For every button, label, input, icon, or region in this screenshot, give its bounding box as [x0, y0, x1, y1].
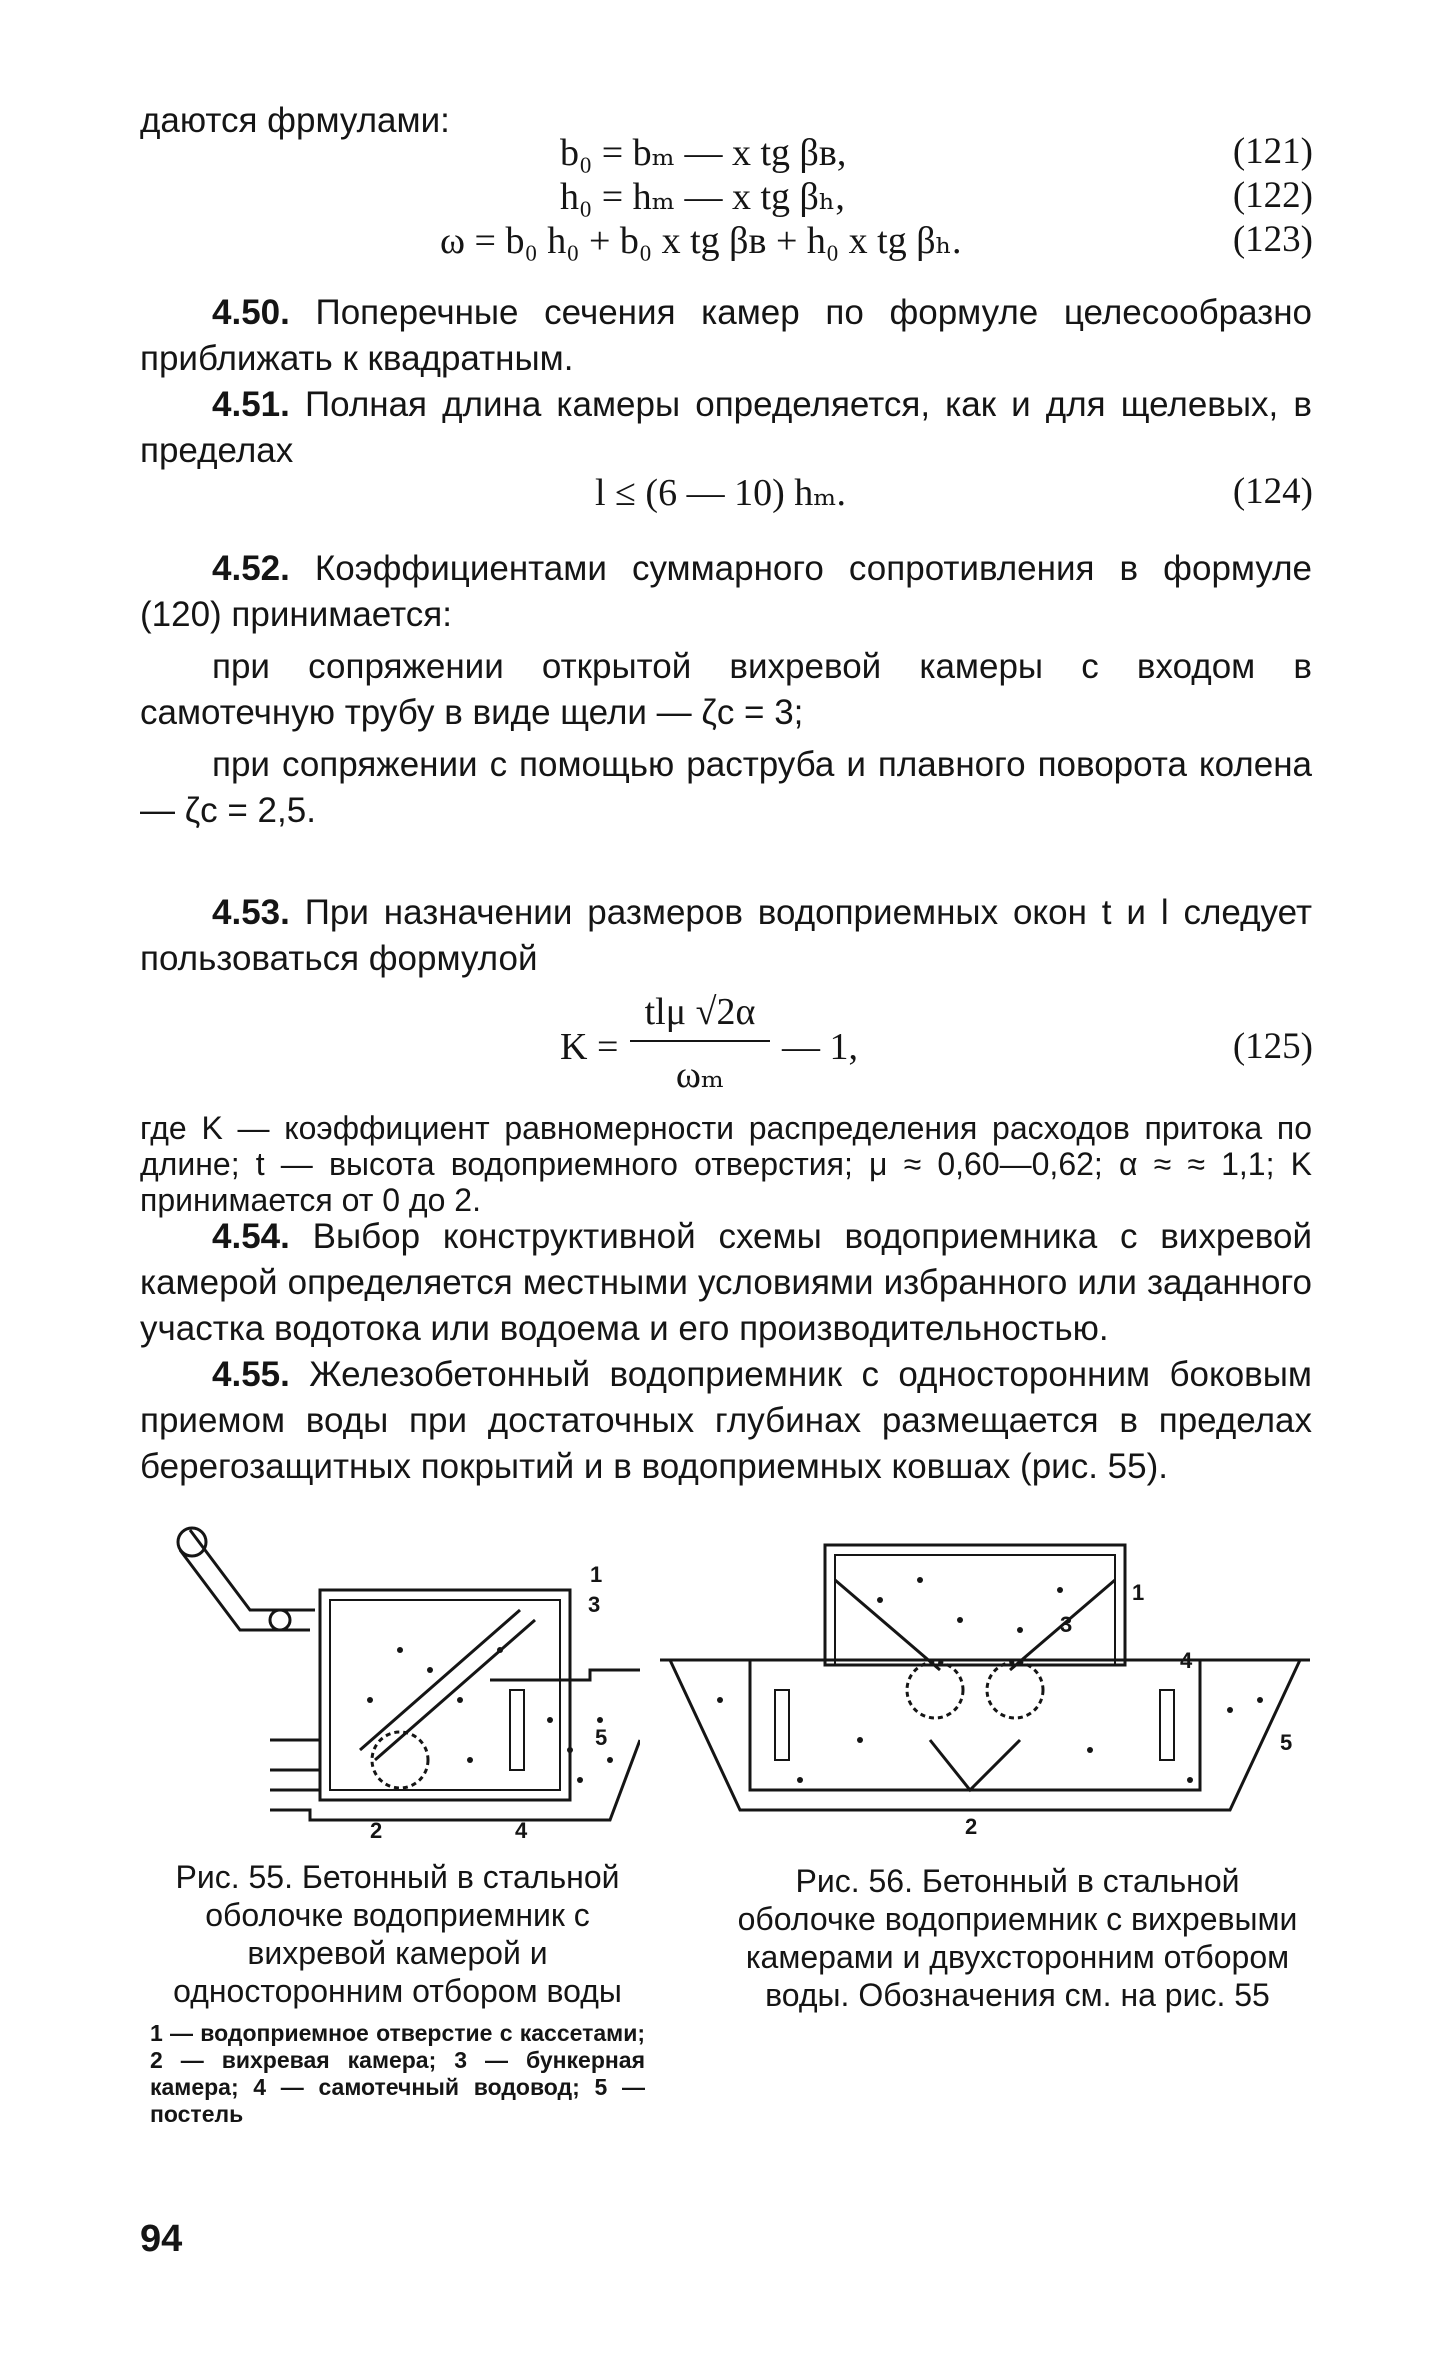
formula-explanation — [140, 1110, 1312, 1218]
figure-56-drawing — [660, 1540, 1310, 1840]
formula-125-number: (125) — [1232, 1026, 1313, 1067]
paragraph-4-55 — [140, 1352, 1312, 1490]
formula-125-denominator: ωₘ — [675, 1054, 725, 1096]
formula-125-lhs: K = — [560, 1026, 619, 1068]
formula-125-tail: — 1, — [782, 1026, 858, 1068]
paragraph-number: 4.55. — [212, 1355, 290, 1394]
paragraph-text: При назначении размеров водоприемных окон t и l следует пользоваться формулой — [140, 893, 1312, 978]
paragraph-subitem-b: при сопряжении с помощью раструба и плавного поворота колена — ζс = 2,5. — [140, 745, 1312, 830]
formula-123: ω = b₀ h₀ + b₀ x tg βв + h₀ x tg βₕ. — [440, 220, 962, 262]
paragraph-4-53 — [140, 890, 1312, 982]
paragraph-number: 4.51. — [212, 385, 290, 424]
paragraph-text: Поперечные сечения камер по формуле целесообразно приближать к квадратным. — [140, 293, 1312, 378]
paragraph-text: Железобетонный водоприемник с односторонним боковым приемом воды при достаточных глубинах размещается в пределах берегозащитных покрытий и в водоприемных ковшах (рис. 55). — [140, 1355, 1312, 1486]
formula-123-number: (123) — [1232, 219, 1313, 260]
formula-124-number: (124) — [1232, 471, 1313, 512]
paragraph-4-54 — [140, 1214, 1312, 1352]
paragraph-number: 4.52. — [212, 549, 290, 588]
paragraph-4-52 — [140, 546, 1312, 834]
figure-55-drawing — [170, 1520, 640, 1840]
paragraph-text: Коэффициентами суммарного сопротивления в формуле (120) принимается: — [140, 549, 1312, 634]
paragraph-text: Полная длина камеры определяется, как и для щелевых, в пределах — [140, 385, 1312, 470]
paragraph-number: 4.54. — [212, 1217, 290, 1256]
paragraph-subitem-a: при сопряжении открытой вихревой камеры с входом в самотечную трубу в виде щели — ζс = 3; — [140, 647, 1312, 732]
fig56-label-5: 5 — [1280, 1730, 1293, 1755]
fig56-label-1: 1 — [1132, 1580, 1145, 1605]
fig55-label-4: 4 — [515, 1818, 528, 1840]
paragraph-4-50 — [140, 290, 1312, 382]
paragraph-number: 4.50. — [212, 293, 290, 332]
paragraph-number: 4.53. — [212, 893, 290, 932]
figure-55-caption: Рис. 55. Бетонный в стальной оболочке водоприемник с вихревой камерой и односторонним отбором воды — [173, 1859, 622, 2009]
formula-125-numerator: tlμ √2α — [644, 991, 756, 1033]
paragraph-text: Выбор конструктивной схемы водоприемника с вихревой камерой определяется местными условиями избранного или заданного участка водотока или водоема и его производительностью. — [140, 1217, 1312, 1348]
formula-121-number: (121) — [1232, 131, 1313, 172]
page-number: 94 — [140, 2218, 183, 2260]
formula-122: h₀ = hₘ — x tg βₕ, — [560, 176, 845, 218]
fig56-label-2: 2 — [965, 1814, 978, 1839]
paragraph-4-51 — [140, 382, 1312, 474]
formula-121: b₀ = bₘ — x tg βв, — [560, 132, 847, 174]
fig55-label-5: 5 — [595, 1725, 608, 1750]
figure-56-caption: Рис. 56. Бетонный в стальной оболочке водоприемник с вихревыми камерами и двухсторонним отбором воды. Обозначения см. на рис. 55 — [737, 1863, 1298, 2013]
fig55-label-1: 1 — [590, 1562, 603, 1587]
fig56-label-4: 4 — [1180, 1648, 1193, 1673]
figure-55-legend: 1 — водоприемное отверстие с кассетами; 2 — вихревая камера; 3 — бункерная камера; 4 — самотечный водовод; 5 — постель — [150, 2020, 645, 2127]
explanation-text: где K — коэффициент равномерности распределения расходов притока по длине; t — высота водоприемного отверстия; μ ≈ 0,60—0,62; α ≈ ≈ 1,1; K принимается от 0 до 2. — [140, 1110, 1312, 1218]
fig55-label-3: 3 — [588, 1592, 601, 1617]
formula-124: l ≤ (6 — 10) hₘ. — [595, 472, 847, 514]
fig55-label-2: 2 — [370, 1818, 383, 1840]
formula-122-number: (122) — [1232, 175, 1313, 216]
fig56-label-3: 3 — [1060, 1612, 1073, 1637]
intro-text: даются фрмулами: — [140, 101, 450, 140]
fraction-bar — [630, 1040, 770, 1042]
